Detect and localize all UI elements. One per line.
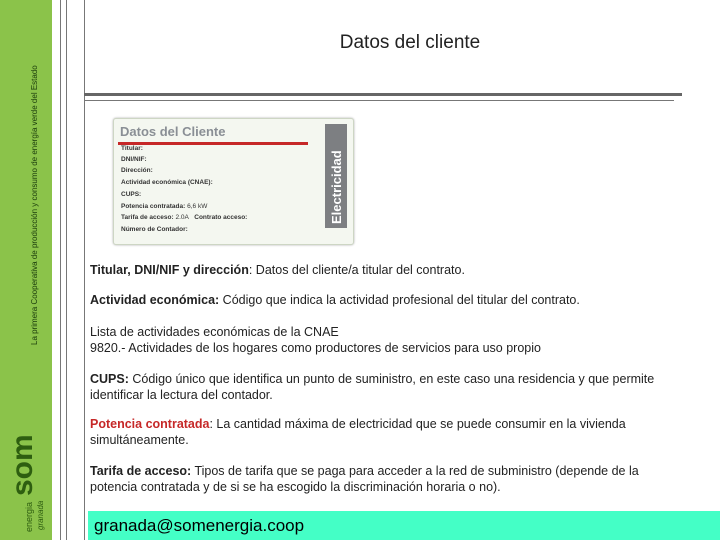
card-field-cups: CUPS: xyxy=(121,191,142,198)
card-header: Datos del Cliente xyxy=(120,124,226,139)
page-title: Datos del cliente xyxy=(339,32,481,53)
card-field-tarifa: Tarifa de acceso: 2.0A Contrato acceso: xyxy=(121,214,248,221)
paragraph-cnae: Lista de actividades económicas de la CNAE 9820.- Actividades de los hogares como productores de servicios para uso propio xyxy=(90,325,541,355)
divider-horizontal-1 xyxy=(84,93,682,96)
card-field-dni: DNI/NIF: xyxy=(121,156,147,163)
sidebar xyxy=(0,0,52,540)
paragraph-actividad: Actividad económica: Código que indica la actividad profesional del titular del contrato. xyxy=(90,293,580,307)
card-field-contador: Número de Contador: xyxy=(121,226,188,233)
logo-word-energia: energia xyxy=(24,501,34,532)
divider-vertical-2 xyxy=(66,0,67,540)
sidebar-tagline: La primera Cooperativa de producción y consumo de energía verde del Estado xyxy=(30,65,39,345)
card-header-underline xyxy=(118,142,308,145)
paragraph-titular: Titular, DNI/NIF y dirección: Datos del cliente/a titular del contrato. xyxy=(90,263,465,277)
card-field-direccion: Dirección: xyxy=(121,167,153,174)
divider-vertical-3 xyxy=(84,0,85,540)
card-field-titular: Titular: xyxy=(121,145,143,152)
logo-word-granada: granada xyxy=(36,500,45,530)
divider-horizontal-2 xyxy=(84,100,674,101)
logo-mark: som xyxy=(6,434,39,496)
paragraph-cups: CUPS: Código único que identifica un punto de suministro, en este caso una residencia y que permite identificar la lectura del contador. xyxy=(90,372,655,402)
paragraph-tarifa: Tarifa de acceso: Tipos de tarifa que se paga para acceder a la red de subministro (depende de la potencia contratada y de si se ha escogido la discriminación horaria o no). xyxy=(90,464,639,494)
card-field-potencia: Potencia contratada: 6,6 kW xyxy=(121,203,208,210)
footer-email[interactable]: granada@somenergia.coop xyxy=(94,516,305,535)
som-energia-logo xyxy=(2,434,50,538)
card-side-tab: Electricidad xyxy=(325,124,347,228)
divider-vertical-1 xyxy=(60,0,61,540)
card-field-cnae: Actividad económica (CNAE): xyxy=(121,179,213,186)
footer-email-bar xyxy=(88,511,720,540)
invoice-client-data-card xyxy=(113,118,354,245)
paragraph-potencia: Potencia contratada: La cantidad máxima de electricidad que se puede consumir en la vivienda simultáneamente. xyxy=(90,417,626,447)
